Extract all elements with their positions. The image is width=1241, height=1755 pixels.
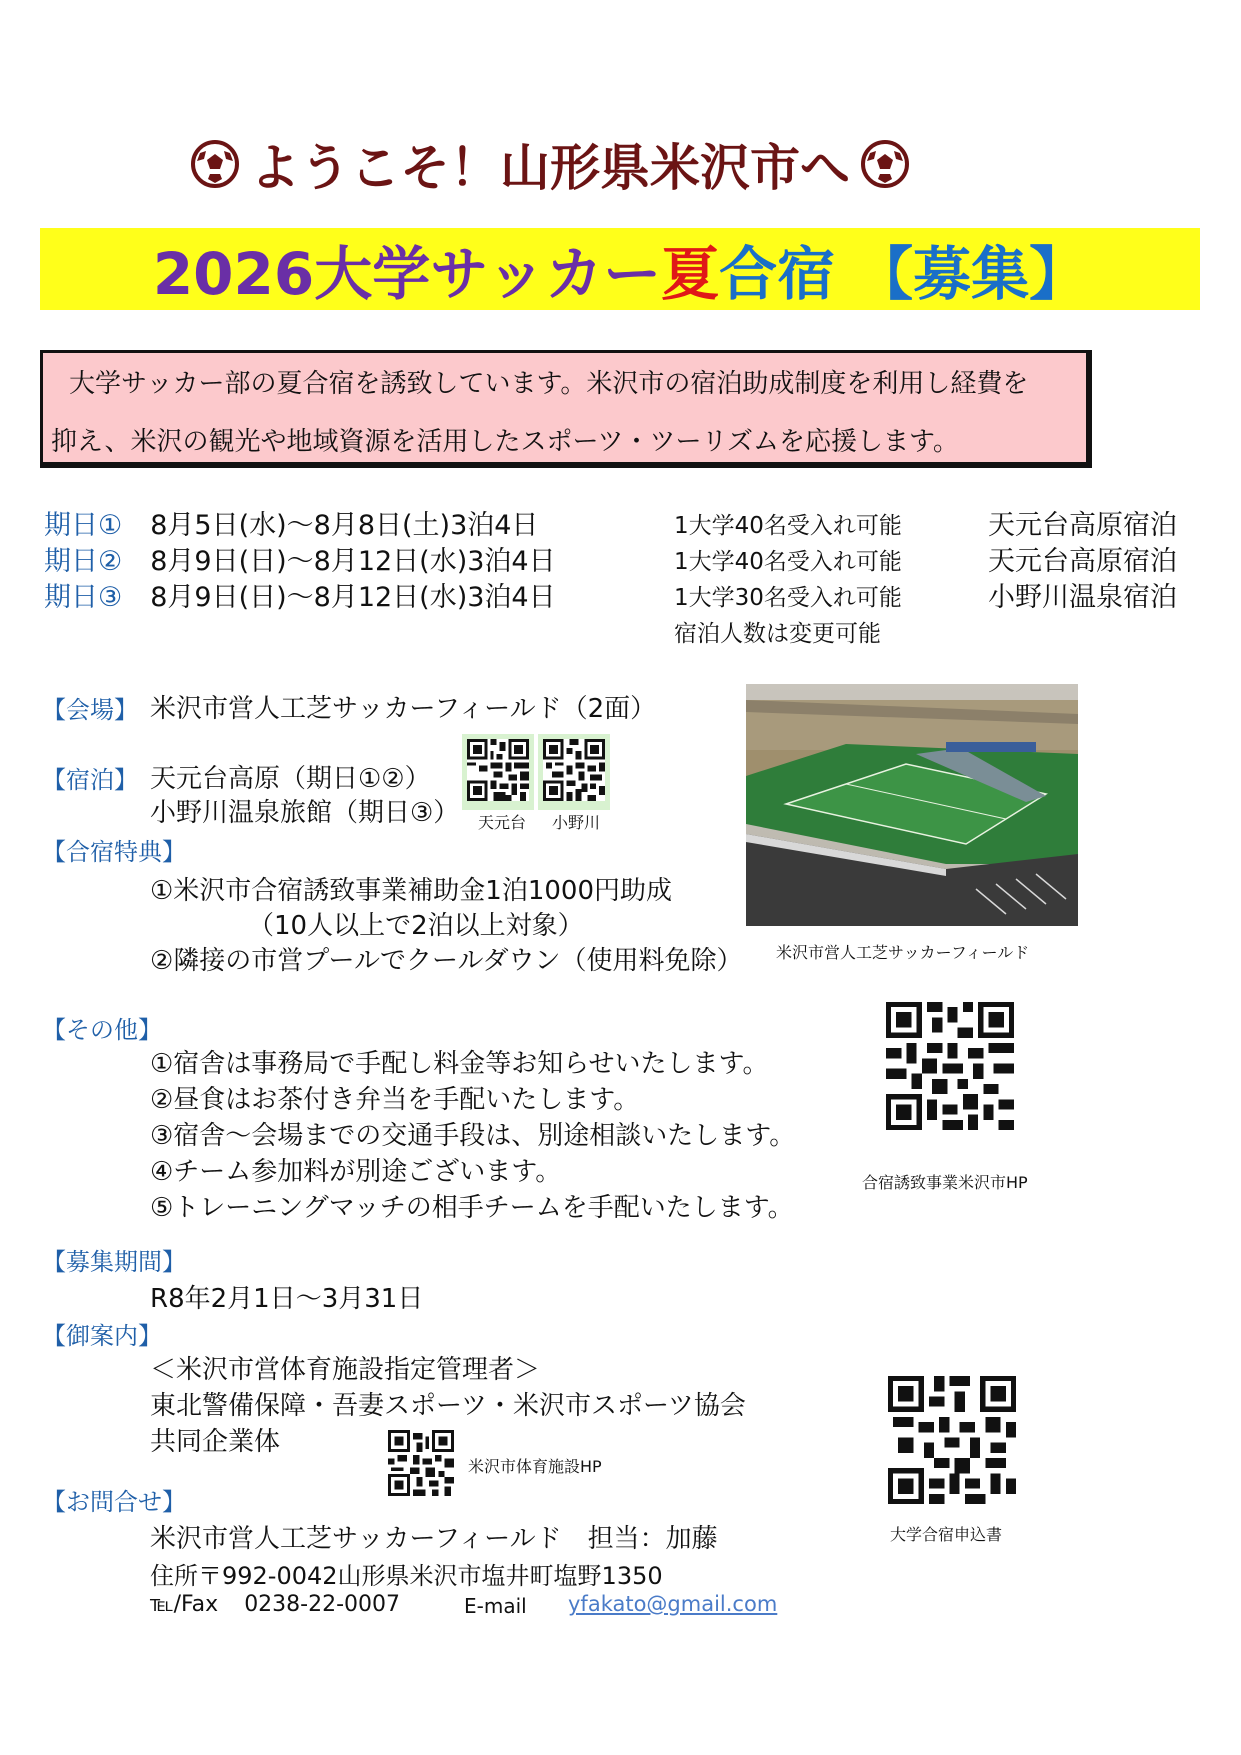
title-camp: 合宿	[719, 240, 836, 308]
field-photo	[746, 684, 1078, 926]
period-label: 【募集期間】	[42, 1248, 186, 1276]
schedule-row: 期日① 8月5日(水)～8月8日(土)3泊4日	[44, 510, 539, 541]
guide-line-1: ＜米沢市営体育施設指定管理者＞	[150, 1355, 541, 1385]
intro-box	[40, 350, 1092, 468]
venue-text: 米沢市営人工芝サッカーフィールド（2面）	[150, 694, 657, 724]
other-list	[150, 1046, 795, 1226]
guide-line-2: 東北警備保障・吾妻スポーツ・米沢市スポーツ協会	[150, 1391, 746, 1421]
qr-caption-onogawa: 小野川	[552, 813, 601, 832]
qr-code-city-hp[interactable]	[886, 1002, 1014, 1134]
welcome-heading	[0, 128, 1100, 200]
qr-code-onogawa[interactable]	[538, 734, 610, 810]
qr-code-icon	[886, 1002, 1014, 1130]
list-item: ④チーム参加料が別途ございます。	[150, 1157, 562, 1187]
schedule-lodging: 天元台高原宿泊 天元台高原宿泊 小野川温泉宿泊	[988, 510, 1177, 613]
contact-label: 【お問合せ】	[42, 1488, 186, 1516]
qr-code-icon	[467, 739, 529, 801]
title-banner	[40, 228, 1200, 310]
qr-caption-city-hp: 合宿誘致事業米沢市HP	[862, 1173, 1028, 1192]
lodging-label: 【宿泊】	[42, 766, 138, 794]
phone-number: 0238-22-0007	[244, 1592, 401, 1617]
welcome-text: ようこそ！山形県米沢市へ	[250, 139, 850, 197]
qr-caption-tengendai: 天元台	[478, 813, 527, 832]
title-recruit: 【募集】	[855, 240, 1088, 308]
schedule-dates	[44, 508, 556, 616]
schedule-row: 期日② 8月9日(日)～8月12日(水)3泊4日	[44, 546, 556, 577]
schedule-row: 期日③ 8月9日(日)～8月12日(水)3泊4日	[44, 582, 556, 613]
contact-address: 住所〒992-0042山形県米沢市塩井町塩野1350	[150, 1562, 663, 1590]
schedule-note: 宿泊人数は変更可能	[674, 621, 881, 647]
contact-phone	[150, 1592, 400, 1617]
guide-label: 【御案内】	[42, 1322, 162, 1350]
photo-caption: 米沢市営人工芝サッカーフィールド	[776, 943, 1030, 962]
intro-line-1: 大学サッカー部の夏合宿を誘致しています。米沢市の宿泊助成制度を利用し経費を	[69, 369, 1029, 399]
other-label: 【その他】	[42, 1016, 162, 1044]
qr-code-icon	[543, 739, 605, 801]
list-item: ①宿舎は事務局で手配し料金等お知らせいたします。	[150, 1049, 769, 1079]
venue-label: 【会場】	[42, 696, 138, 724]
title-main: 2026大学サッカー	[152, 240, 662, 308]
list-item: ⑤トレーニングマッチの相手チームを手配いたします。	[150, 1193, 794, 1223]
soccer-ball-icon	[190, 139, 240, 189]
period-text: R8年2月1日～3月31日	[150, 1284, 424, 1314]
lodging-line-1: 天元台高原（期日①②）	[150, 764, 431, 794]
title-summer: 夏	[661, 240, 720, 308]
qr-caption-facility-hp: 米沢市体育施設HP	[468, 1457, 602, 1476]
qr-code-application[interactable]	[888, 1376, 1016, 1508]
benefit-item-2: ②隣接の市営プールでクールダウン（使用料免除）	[150, 946, 743, 976]
benefits-label: 【合宿特典】	[42, 838, 186, 866]
lodging-line-2: 小野川温泉旅館（期日③）	[150, 798, 460, 828]
intro-line-2: 抑え、米沢の観光や地域資源を活用したスポーツ・ツーリズムを応援します。	[51, 427, 959, 457]
qr-code-icon	[888, 1376, 1016, 1504]
qr-code-tengendai[interactable]	[462, 734, 534, 810]
schedule-capacity: 1大学40名受入れ可能 1大学40名受入れ可能 1大学30名受入れ可能 宿泊人数は変更可能	[674, 508, 902, 652]
phone-label: ℡/Fax	[150, 1592, 219, 1617]
list-item: ③宿舎～会場までの交通手段は、別途相談いたします。	[150, 1121, 796, 1151]
qr-caption-application: 大学合宿申込書	[890, 1525, 1003, 1544]
email-link[interactable]: yfakato@gmail.com	[568, 1592, 778, 1616]
soccer-ball-icon	[860, 139, 910, 189]
benefit-item-1: ①米沢市合宿誘致事業補助金1泊1000円助成	[150, 876, 673, 906]
contact-line-1: 米沢市営人工芝サッカーフィールド 担当：加藤	[150, 1524, 718, 1554]
qr-code-facility-hp[interactable]	[388, 1430, 454, 1500]
list-item: ②昼食はお茶付き弁当を手配いたします。	[150, 1085, 640, 1115]
qr-code-icon	[388, 1430, 454, 1496]
benefit-item-1-note: （10人以上で2泊以上対象）	[248, 911, 584, 941]
guide-line-3: 共同企業体	[150, 1427, 281, 1457]
email-label: E-mail	[464, 1594, 527, 1618]
